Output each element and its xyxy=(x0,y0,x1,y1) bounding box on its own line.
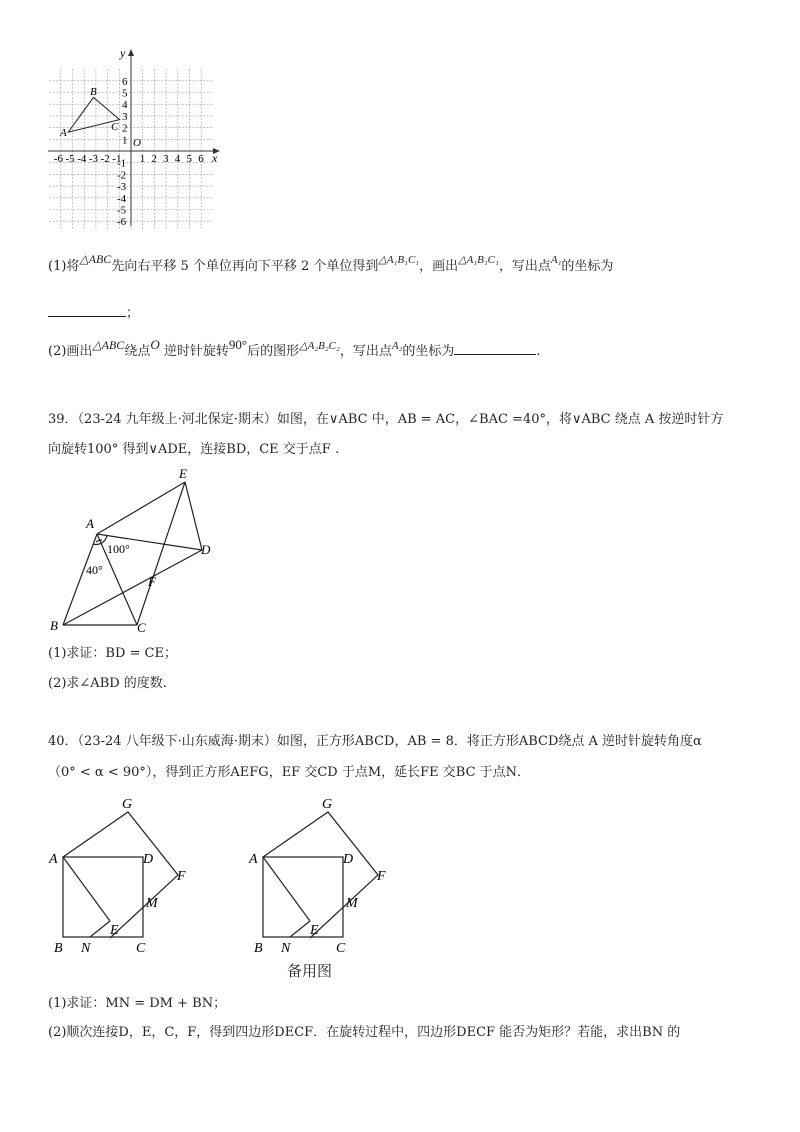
fig39-label-d: D xyxy=(201,542,211,557)
y-tick-label: 4 xyxy=(122,99,128,112)
fig39-angle-40: 40° xyxy=(86,563,103,577)
x-tick-label: -1 xyxy=(112,153,122,165)
fig40a-label-d: D xyxy=(143,852,154,867)
fig40a-label-g: G xyxy=(122,797,133,812)
q38-part1-answer: ； xyxy=(48,304,139,323)
x-tick-label: 6 xyxy=(198,153,204,165)
x-tick-label: 1 xyxy=(139,153,146,165)
q39-part2: (2)求∠ABD 的度数. xyxy=(48,676,167,691)
origin-label: O xyxy=(133,137,141,149)
q40-figure-main xyxy=(40,790,210,960)
y-tick-label: -6 xyxy=(117,216,127,229)
q39-figure xyxy=(40,462,230,642)
y-tick-label: -3 xyxy=(117,181,127,194)
point-b-label: B xyxy=(90,86,97,98)
q39-part1: (1)求证：BD = CE； xyxy=(48,646,177,661)
fig39-label-e: E xyxy=(179,466,187,481)
x-tick-label: 4 xyxy=(174,153,181,165)
y-tick-label: 6 xyxy=(122,75,128,88)
x-tick-label: -6 xyxy=(53,153,63,165)
q39-line1: 39．（23-24 九年级上·河北保定·期末）如图，在∨ABC 中，AB = AC，∠BAC =40°，将∨ABC 绕点 A 按逆时针方 xyxy=(48,412,724,427)
fig40b-label-f: F xyxy=(377,869,386,884)
y-tick-label: 3 xyxy=(122,110,128,123)
fig40b-label-d: D xyxy=(343,852,354,867)
q38-part1: (1)将△ABC先向右平移 5 个单位再向下平移 2 个单位得到$^{\triangle A_1B_1C_1}$，画出$^{\triangle A_1B_1C_1}$，写出点$^{A_1}$的坐标为 xyxy=(48,252,614,274)
x-tick-label: -4 xyxy=(77,153,87,165)
fig39-label-c: C xyxy=(137,620,146,635)
fig40b-label-c: C xyxy=(336,941,346,956)
point-a-label: A xyxy=(60,127,67,139)
x-tick-label: -5 xyxy=(65,153,75,165)
fig40a-label-b: B xyxy=(54,941,63,956)
x-tick-label: -3 xyxy=(88,153,99,165)
fig39-label-b: B xyxy=(50,618,58,633)
fig40a-label-m: M xyxy=(146,896,158,911)
q39-line2: 向旋转100° 得到∨ADE，连接BD，CE 交于点F . xyxy=(48,442,340,457)
y-tick-label: -4 xyxy=(117,192,127,205)
q38-part2: (2)画出△ABC绕点O 逆时针旋转90°后的图形$^{\triangle A_2B_2C_2}$，写出点$^{A_2}$的坐标为 . xyxy=(48,337,541,359)
fig40b-label-a: A xyxy=(249,852,258,867)
y-tick-label: -5 xyxy=(117,204,127,217)
fig40a-label-a: A xyxy=(49,852,58,867)
q40-part1: (1)求证：MN = DM + BN； xyxy=(48,996,227,1011)
q40-line2: （0° < α < 90°），得到正方形AEFG，EF 交CD 于点M，延长FE 交BC 于点N． xyxy=(48,765,531,780)
fig40-spare-caption: 备用图 xyxy=(287,962,333,980)
coordinate-grid-figure xyxy=(40,40,230,230)
y-tick-label: 5 xyxy=(122,87,128,100)
x-tick-label: 3 xyxy=(163,153,169,165)
fig40a-label-n: N xyxy=(81,941,91,956)
fig40a-label-e: E xyxy=(110,923,119,938)
y-axis-arrow xyxy=(128,49,134,56)
fig40b-label-m: M xyxy=(346,896,358,911)
fig40b-label-g: G xyxy=(322,797,333,812)
q40-figure-spare xyxy=(240,790,410,960)
fig39-angle-100: 100° xyxy=(107,542,130,556)
y-tick-label: -2 xyxy=(117,169,127,182)
fig40a-label-c: C xyxy=(136,941,146,956)
fig40b-label-n: N xyxy=(281,941,291,956)
fig40b-label-e: E xyxy=(310,923,319,938)
y-tick-label: 1 xyxy=(122,134,128,147)
q40-line1: 40．（23-24 八年级下·山东威海·期末）如图，正方形ABCD，AB = 8．将正方形ABCD绕点 A 逆时针旋转角度α xyxy=(48,734,702,749)
x-tick-label: -2 xyxy=(100,153,110,165)
fig40b-label-b: B xyxy=(254,941,263,956)
fig39-label-a: A xyxy=(86,516,94,531)
fig39-label-f: F xyxy=(148,574,156,589)
x-axis-label: x xyxy=(212,151,218,165)
y-axis-label: y xyxy=(120,46,126,60)
x-tick-label: 5 xyxy=(186,153,192,165)
y-tick-label: -1 xyxy=(117,157,127,170)
x-tick-label: 2 xyxy=(151,153,157,165)
q40-part2: (2)顺次连接D，E，C，F，得到四边形DECF．在旋转过程中，四边形DECF 能否为矩形？若能，求出BN 的 xyxy=(48,1025,681,1040)
fig40a-label-f: F xyxy=(177,869,186,884)
point-c-label: C xyxy=(111,121,119,133)
y-tick-label: 2 xyxy=(122,122,128,135)
